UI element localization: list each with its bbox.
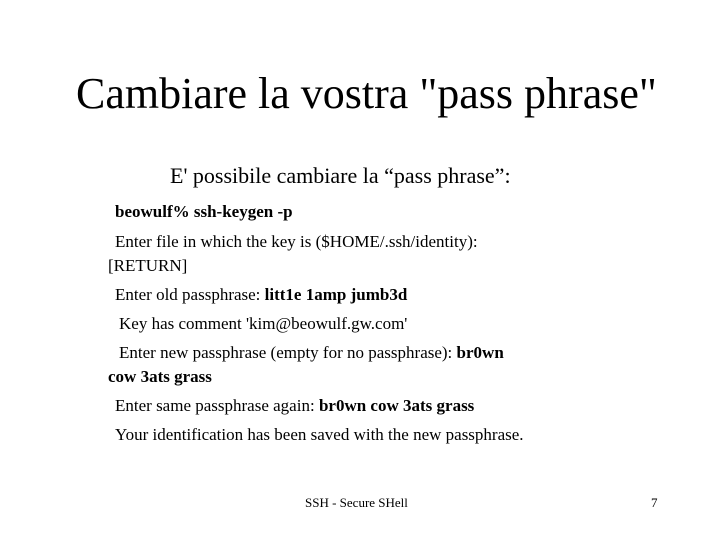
- footer-title: SSH - Secure SHell: [305, 495, 408, 510]
- old-passphrase-label: Enter old passphrase:: [115, 285, 265, 304]
- same-passphrase-label: Enter same passphrase again:: [115, 396, 319, 415]
- same-passphrase-line: [115, 395, 474, 417]
- old-passphrase-value: litt1e 1amp jumb3d: [264, 285, 408, 304]
- slide-title: Cambiare la vostra "pass phrase": [76, 69, 657, 118]
- same-passphrase-value: br0wn cow 3ats grass: [318, 396, 475, 415]
- file-prompt-line: Enter file in which the key is ($HOME/.ssh/identity):: [115, 232, 478, 251]
- slide-subtitle: E' possibile cambiare la “pass phrase”:: [170, 163, 511, 188]
- new-passphrase-value: br0wn: [456, 343, 504, 362]
- command-line: beowulf% ssh-keygen -p: [115, 202, 293, 221]
- file-prompt-value: [RETURN]: [108, 256, 188, 275]
- page-number: 7: [651, 495, 658, 510]
- new-passphrase-value-continued: cow 3ats grass: [108, 367, 212, 386]
- saved-confirmation-line: Your identification has been saved with the new passphrase.: [115, 425, 524, 444]
- old-passphrase-line: [115, 284, 407, 306]
- key-comment-line: Key has comment 'kim@beowulf.gw.com': [119, 314, 408, 333]
- new-passphrase-label: Enter new passphrase (empty for no passphrase):: [119, 343, 457, 362]
- new-passphrase-line: [119, 342, 504, 364]
